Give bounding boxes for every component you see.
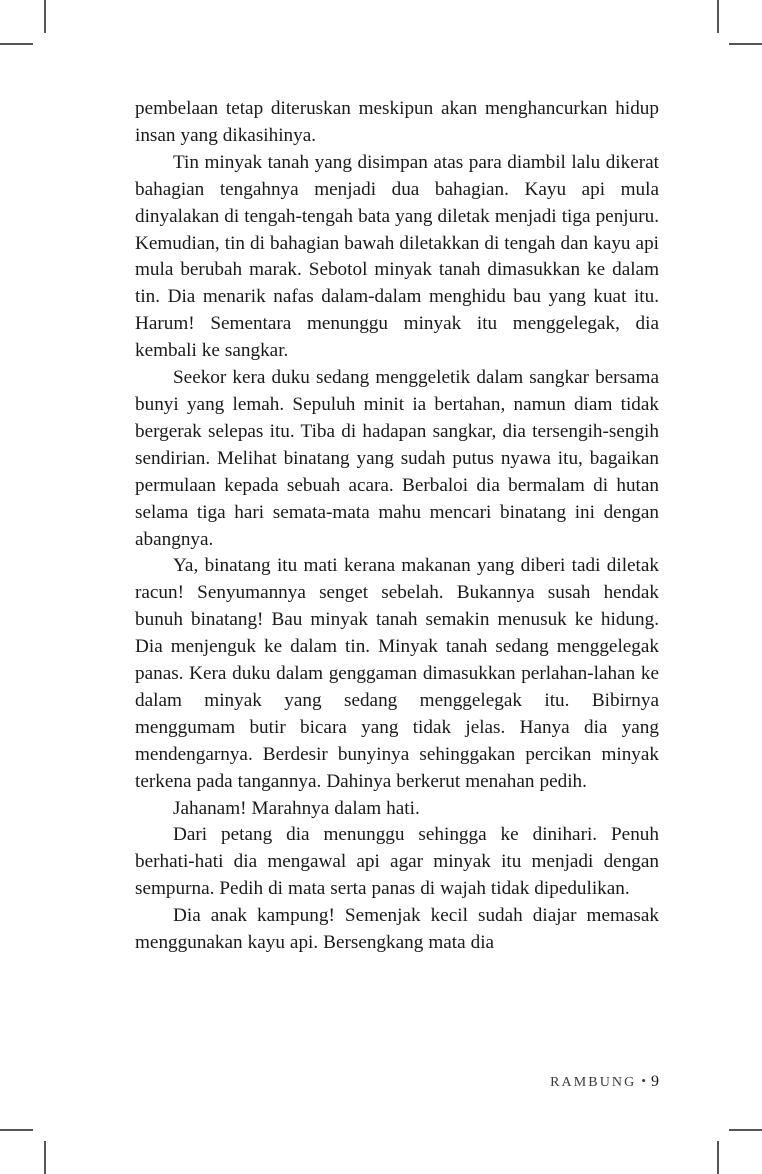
paragraph: Tin minyak tanah yang disimpan atas para diambil lalu dikerat bahagian tengahnya menjadi dua bahagian. Kayu api mula dinyalakan di tengah-tengah bata yang diletak menjadi tiga penjuru. Kemudian, tin di bahagian bawah diletakkan di tengah dan kayu api mula berubah marak. Sebotol minyak tanah dimasukkan ke dalam tin. Dia menarik nafas dalam-dalam menghidu bau yang kuat itu. Harum! Sementara menunggu minyak itu menggelegak, dia kembali ke sangkar. <box>135 151 659 362</box>
crop-mark-bottom-right-vertical <box>717 1141 719 1174</box>
paragraph: Dia anak kampung! Semenjak kecil sudah diajar memasak menggunakan kayu api. Bersengkang mata dia <box>135 905 659 954</box>
crop-mark-top-right-horizontal <box>729 43 762 45</box>
paragraph: Jahanam! Marahnya dalam hati. <box>173 797 420 819</box>
paragraph: Ya, binatang itu mati kerana makanan yang diberi tadi diletak racun! Senyumannya senget sebelah. Bukannya susah hendak bunuh binatang! Bau minyak tanah semakin menusuk ke hidung. Dia menjenguk ke dalam tin. Minyak tanah sedang menggelegak panas. Kera duku dalam genggaman dimasukkan perlahan-lahan ke dalam minyak yang sedang menggelegak itu. Bibirnya menggumam butir bicara yang tidak jelas. Hanya dia yang mendengarnya. Berdesir bunyinya sehinggakan percikan minyak terkena pada tangannya. Dahinya berkerut menahan pedih. <box>135 555 659 792</box>
paragraph: pembelaan tetap diteruskan meskipun akan menghancurkan hidup insan yang dikasihinya. <box>135 98 659 146</box>
paragraph: Seekor kera duku sedang menggeletik dalam sangkar bersama bunyi yang lemah. Sepuluh minit ia bertahan, namun diam tidak bergerak selepas itu. Tiba di hadapan sangkar, dia tersengih-sengih sendirian. Melihat binatang yang sudah putus nyawa itu, bagaikan permulaan kepada sebuah acara. Berbaloi dia bermalam di hutan selama tiga hari semata-mata mahu mencari binatang ini dengan abangnya. <box>135 367 659 550</box>
crop-mark-top-right-vertical <box>717 0 719 33</box>
running-footer <box>135 1073 659 1091</box>
paragraph: Dari petang dia menunggu sehingga ke dinihari. Penuh berhati-hati dia mengawal api agar minyak itu menjadi dengan sempurna. Pedih di mata serta panas di wajah tidak dipedulikan. <box>135 824 659 900</box>
crop-mark-bottom-right-horizontal <box>729 1129 762 1131</box>
page-text-block <box>135 96 659 957</box>
crop-mark-top-left-horizontal <box>0 43 33 45</box>
crop-mark-bottom-left-horizontal <box>0 1129 33 1131</box>
page-number: 9 <box>651 1073 659 1090</box>
crop-mark-bottom-left-vertical <box>44 1141 46 1174</box>
footer-book-title: RAMBUNG <box>550 1075 637 1090</box>
crop-mark-top-left-vertical <box>44 0 46 33</box>
footer-separator-dot: • <box>641 1073 648 1088</box>
